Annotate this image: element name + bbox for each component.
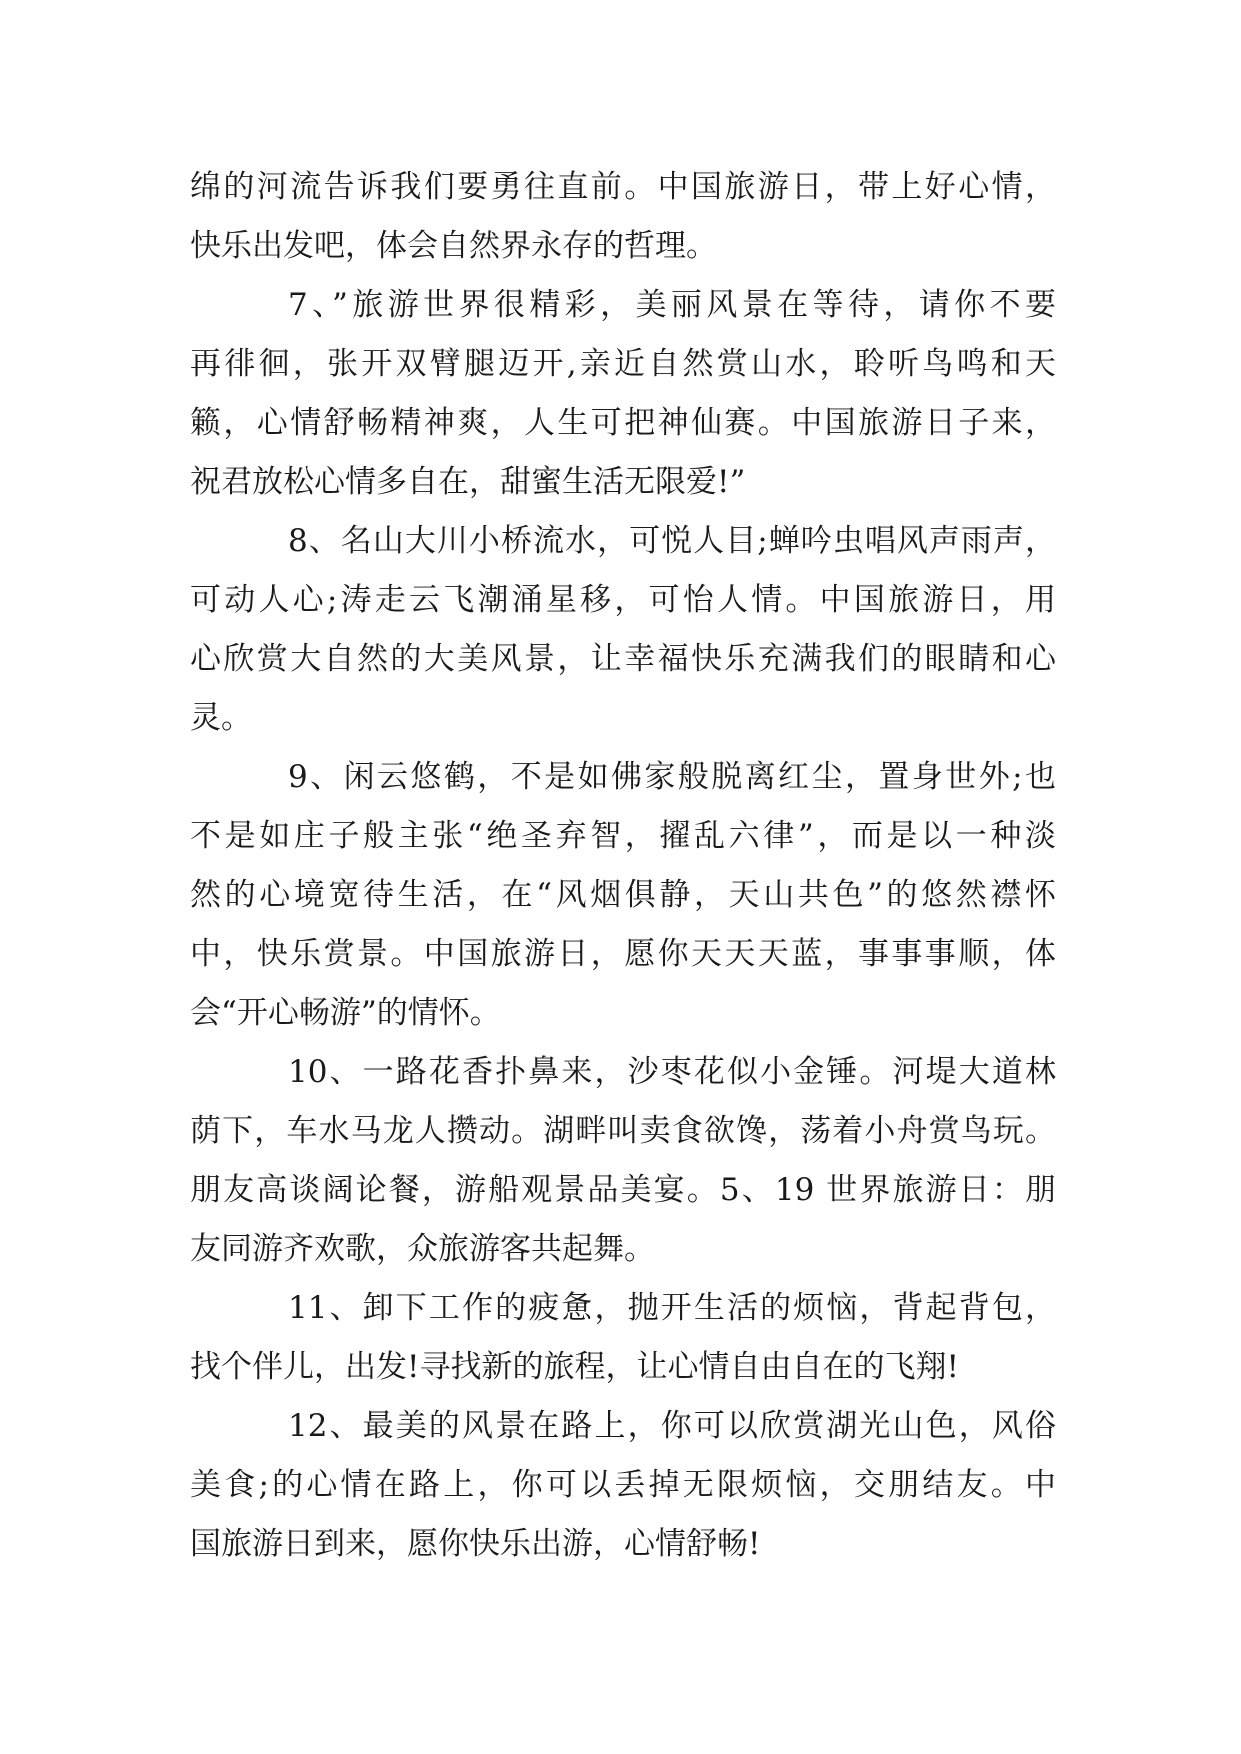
text-line: 12、最美的风景在路上，你可以欣赏湖光山色，风俗 <box>288 1408 1056 1444</box>
paragraph-continuation <box>190 158 1056 276</box>
text-line: 朋友高谈阔论餐，游船观景品美宴。5、19 世界旅游日：朋 <box>190 1172 1056 1208</box>
text-line: 祝君放松心情多自在，甜蜜生活无限爱!” <box>190 464 746 500</box>
text-line: 然的心境宽待生活，在“风烟俱静，天山共色”的悠然襟怀 <box>190 877 1056 913</box>
text-line: 8、名山大川小桥流水，可悦人目;蝉吟虫唱风声雨声， <box>288 523 1056 559</box>
text-line: 灵。 <box>190 700 252 736</box>
text-line: 找个伴儿，出发!寻找新的旅程，让心情自由自在的飞翔! <box>190 1349 959 1385</box>
document-body <box>190 158 1056 1574</box>
paragraph-8 <box>190 512 1056 748</box>
text-line: 中，快乐赏景。中国旅游日，愿你天天天蓝，事事事顺，体 <box>190 936 1056 972</box>
paragraph-12 <box>190 1397 1056 1574</box>
text-line: 籁，心情舒畅精神爽，人生可把神仙赛。中国旅游日子来， <box>190 405 1056 441</box>
text-line: 9、闲云悠鹤，不是如佛家般脱离红尘，置身世外;也 <box>288 759 1056 795</box>
text-line: 友同游齐欢歌，众旅游客共起舞。 <box>190 1231 655 1267</box>
text-line: 7、”旅游世界很精彩，美丽风景在等待，请你不要 <box>288 287 1056 323</box>
text-line: 会“开心畅游”的情怀。 <box>190 995 501 1031</box>
text-line: 心欣赏大自然的大美风景，让幸福快乐充满我们的眼睛和心 <box>190 641 1056 677</box>
text-line: 可动人心;涛走云飞潮涌星移，可怡人情。中国旅游日，用 <box>190 582 1056 618</box>
paragraph-10 <box>190 1043 1056 1279</box>
text-line: 美食;的心情在路上，你可以丢掉无限烦恼，交朋结友。中 <box>190 1467 1056 1503</box>
text-line: 荫下，车水马龙人攒动。湖畔叫卖食欲馋，荡着小舟赏鸟玩。 <box>190 1113 1056 1149</box>
paragraph-9 <box>190 748 1056 1043</box>
text-line: 再徘徊，张开双臂腿迈开,亲近自然赏山水，聆听鸟鸣和天 <box>190 346 1056 382</box>
text-line: 不是如庄子般主张“绝圣弃智，擢乱六律”，而是以一种淡 <box>190 818 1056 854</box>
text-line: 10、一路花香扑鼻来，沙枣花似小金锤。河堤大道林 <box>288 1054 1056 1090</box>
text-line: 11、卸下工作的疲惫，抛开生活的烦恼，背起背包， <box>288 1290 1056 1326</box>
text-line: 绵的河流告诉我们要勇往直前。中国旅游日，带上好心情， <box>190 169 1056 205</box>
text-line: 快乐出发吧，体会自然界永存的哲理。 <box>190 228 717 264</box>
paragraph-7 <box>190 276 1056 512</box>
text-line: 国旅游日到来，愿你快乐出游，心情舒畅! <box>190 1526 761 1562</box>
paragraph-11 <box>190 1279 1056 1397</box>
